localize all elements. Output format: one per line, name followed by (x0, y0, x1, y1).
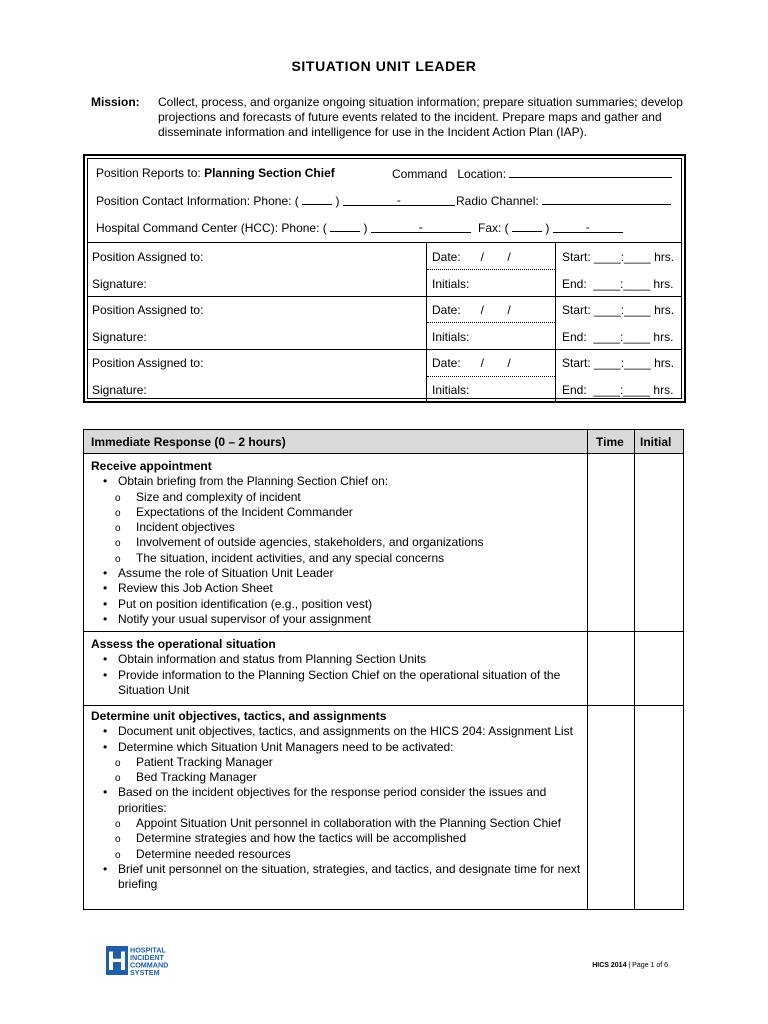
date-3[interactable]: Date: / / (432, 356, 511, 370)
section-items (91, 652, 587, 698)
checklist-subitem: o The situation, incident activities, and any special concerns (91, 551, 587, 566)
reports-to-label: Position Reports to: (96, 166, 201, 180)
signature-2[interactable]: Signature: (92, 330, 147, 344)
command-location-field[interactable] (509, 166, 672, 178)
page-title: SITUATION UNIT LEADER (291, 58, 477, 74)
start-2[interactable]: Start: ____:____ hrs. (562, 303, 675, 317)
checklist-item: • Review this Job Action Sheet (91, 581, 587, 596)
section-items (91, 474, 587, 627)
assigned-to-1[interactable]: Position Assigned to: (92, 250, 204, 264)
checklist-item: • Obtain briefing from the Planning Section Chief on: (91, 474, 587, 489)
initials-1[interactable]: Initials: (432, 277, 470, 291)
initial-column-header: Initial (640, 435, 672, 449)
initials-3[interactable]: Initials: (432, 383, 470, 397)
contact-phone-field[interactable]: - (343, 194, 455, 206)
svg-text:INCIDENT: INCIDENT (130, 953, 164, 962)
checklist-subitem: o Patient Tracking Manager (91, 755, 587, 770)
checklist-item: • Determine which Situation Unit Managers need to be activated: (91, 740, 587, 755)
hcc-row: Hospital Command Center (HCC): Phone: ( ) - (96, 220, 471, 235)
fax-number-field[interactable]: - (553, 221, 623, 233)
checklist-subitem: o Incident objectives (91, 520, 587, 535)
radio-channel-label: Radio Channel: (456, 194, 539, 208)
time-column-header: Time (596, 435, 624, 449)
section-heading: Assess the operational situation (91, 637, 276, 651)
checklist-subitem: o Size and complexity of incident (91, 490, 587, 505)
checklist-item: • Document unit objectives, tactics, and assignments on the HICS 204: Assignment List (91, 724, 587, 739)
svg-text:COMMAND: COMMAND (130, 960, 169, 970)
checklist-subitem: o Determine strategies and how the tactics will be accomplished (91, 831, 587, 846)
signature-1[interactable]: Signature: (92, 277, 147, 291)
section-heading: Receive appointment (91, 459, 212, 473)
checklist-item: • Provide information to the Planning Section Chief on the operational situation of the Situation Unit (91, 668, 587, 699)
checklist-item: • Notify your usual supervisor of your assignment (91, 612, 587, 627)
checklist-item: • Put on position identification (e.g., position vest) (91, 597, 587, 612)
checklist-item: • Brief unit personnel on the situation, strategies, and tactics, and designate time for next briefing (91, 862, 587, 893)
mission-block (91, 95, 691, 140)
fax-area-code-field[interactable] (512, 220, 542, 232)
footer-page: | Page 1 of 6 (628, 962, 668, 969)
date-2[interactable]: Date: / / (432, 303, 511, 317)
hics-logo (106, 944, 182, 978)
response-table-header (84, 430, 683, 454)
svg-text:H: H (107, 946, 127, 976)
signature-3[interactable]: Signature: (92, 383, 147, 397)
svg-text:HOSPITAL: HOSPITAL (130, 945, 166, 955)
assigned-to-3[interactable]: Position Assigned to: (92, 356, 204, 370)
hcc-area-code-field[interactable] (330, 220, 360, 232)
end-1[interactable]: End: ____:____ hrs. (562, 277, 674, 291)
section-items (91, 724, 587, 892)
checklist-item: • Based on the incident objectives for the response period consider the issues and priorities: (91, 785, 587, 816)
end-2[interactable]: End: ____:____ hrs. (562, 330, 674, 344)
end-3[interactable]: End: ____:____ hrs. (562, 383, 674, 397)
checklist-subitem: o Expectations of the Incident Commander (91, 505, 587, 520)
checklist-item: • Obtain information and status from Planning Section Units (91, 652, 587, 667)
section-receive-appointment (84, 459, 587, 627)
start-3[interactable]: Start: ____:____ hrs. (562, 356, 675, 370)
contact-area-code-field[interactable] (302, 193, 332, 205)
section-heading: Determine unit objectives, tactics, and assignments (91, 709, 387, 723)
footer-doc: HICS 2014 (592, 962, 627, 969)
checklist-subitem: o Determine needed resources (91, 847, 587, 862)
svg-text:SYSTEM: SYSTEM (130, 968, 160, 977)
section-unit-objectives (84, 709, 587, 893)
footer-page-info (592, 962, 668, 969)
mission-label: Mission: (91, 95, 140, 109)
response-header-label: Immediate Response (0 – 2 hours) (91, 435, 286, 449)
date-1[interactable]: Date: / / (432, 250, 511, 264)
radio-channel (456, 193, 671, 208)
contact-label: Position Contact Information: Phone: ( (96, 194, 299, 208)
mission-text: Collect, process, and organize ongoing situation information; prepare situation summaries; develop projections and forecasts of future events related to the incident. Prepare maps and gather and disseminate information and intelligence for use in the Incident Action Plan (IAP). (158, 95, 683, 139)
hcc-phone-field[interactable]: - (371, 221, 471, 233)
checklist-subitem: o Bed Tracking Manager (91, 770, 587, 785)
hcc-label: Hospital Command Center (HCC): Phone: ( (96, 221, 327, 235)
response-table (83, 429, 684, 910)
position-box (83, 154, 686, 403)
assigned-to-2[interactable]: Position Assigned to: (92, 303, 204, 317)
checklist-subitem: o Involvement of outside agencies, stakeholders, and organizations (91, 535, 587, 550)
command-location (392, 166, 672, 181)
command-location-label: Command Location: (392, 167, 507, 181)
reports-to-row (96, 166, 335, 180)
hics-logo-icon (106, 944, 182, 978)
start-1[interactable]: Start: ____:____ hrs. (562, 250, 675, 264)
radio-channel-field[interactable] (542, 193, 671, 205)
reports-to-value: Planning Section Chief (204, 166, 335, 180)
initials-2[interactable]: Initials: (432, 330, 470, 344)
checklist-subitem: o Appoint Situation Unit personnel in collaboration with the Planning Section Chief (91, 816, 587, 831)
checklist-item: • Assume the role of Situation Unit Leader (91, 566, 587, 581)
contact-row: Position Contact Information: Phone: ( ) - (96, 193, 455, 208)
section-assess-situation (84, 637, 587, 698)
fax-row: Fax: ( ) - (478, 220, 623, 235)
fax-label: Fax: ( (478, 221, 509, 235)
